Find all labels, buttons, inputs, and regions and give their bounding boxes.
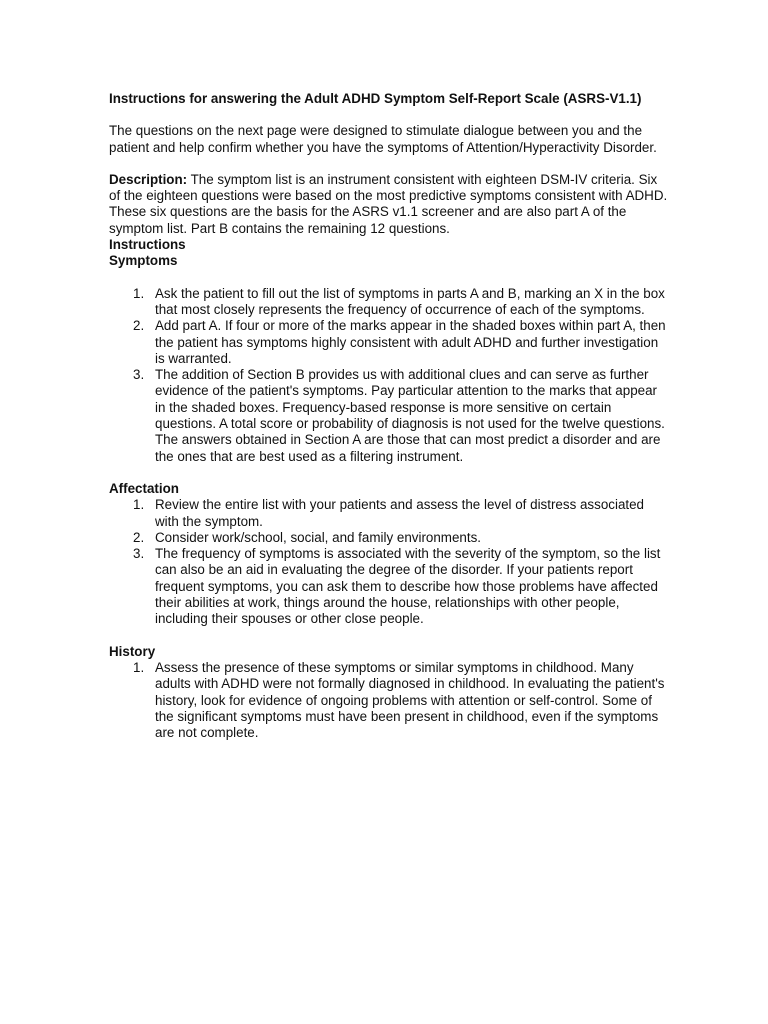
list-item (109, 660, 669, 741)
symptoms-heading: Symptoms (109, 253, 178, 269)
list-item (109, 497, 669, 530)
history-heading: History (109, 643, 156, 659)
description-paragraph (109, 172, 669, 237)
list-item (109, 530, 669, 546)
list-text: The addition of Section B provides us with additional clues and can serve as further evidence of the patient's symptoms. Pay particular attention to the marks that appear in the shaded boxes. Frequency-based response is more sensitive on certain questions. A total score or probability of diagnosis is not used for the twelve questions. The answers obtained in Section A are those that can most predict a disorder and are the ones that are best used as a filtering instrument. (155, 367, 665, 464)
list-item (109, 318, 669, 367)
list-number: 3. (133, 367, 145, 383)
list-item (109, 367, 669, 465)
document-content (109, 91, 669, 741)
list-number: 1. (133, 497, 145, 513)
list-item (109, 546, 669, 627)
list-number: 3. (133, 546, 145, 562)
list-text: The frequency of symptoms is associated with the severity of the symptom, so the list can also be an aid in evaluating the degree of the disorder. If your patients report frequent symptoms, you can ask them to describe how those problems have affected their abilities at work, things around the house, relationships with other people, including their spouses or other close people. (155, 546, 661, 627)
list-text: Assess the presence of these symptoms or similar symptoms in childhood. Many adults with ADHD were not formally diagnosed in childhood. In evaluating the patient's history, look for evidence of ongoing problems with attention or self-control. Some of the significant symptoms must have been present in childhood, even if the symptoms are not complete. (155, 659, 665, 741)
list-text: Ask the patient to fill out the list of symptoms in parts A and B, marking an X in the box that most closely represents the frequency of occurrence of each of the symptoms. (155, 285, 665, 317)
affectation-list (109, 497, 669, 627)
affectation-heading: Affectation (109, 480, 179, 496)
description-label: Description: (109, 171, 188, 187)
history-list (109, 660, 669, 741)
document-title: Instructions for answering the Adult ADHD Symptom Self-Report Scale (ASRS-V1.1) (109, 91, 642, 106)
list-text: Review the entire list with your patients and assess the level of distress associated with the symptom. (155, 497, 645, 529)
list-number: 1. (133, 659, 145, 675)
list-item (109, 286, 669, 319)
list-text: Consider work/school, social, and family environments. (155, 529, 481, 545)
list-number: 2. (133, 529, 145, 545)
intro-paragraph: The questions on the next page were designed to stimulate dialogue between you and the patient and help confirm whether you have the symptoms of Attention/Hyperactivity Disorder. (109, 123, 657, 155)
instructions-heading: Instructions (109, 237, 186, 253)
list-number: 2. (133, 318, 145, 334)
list-number: 1. (133, 285, 145, 301)
description-text: The symptom list is an instrument consistent with eighteen DSM-IV criteria. Six of the eighteen questions were based on the most predictive symptoms consistent with ADHD. These six questions are the basis for the ASRS v1.1 screener and are also part A of the symptom list. Part B contains the remaining 12 questions. (109, 171, 668, 236)
symptoms-list (109, 286, 669, 465)
list-text: Add part A. If four or more of the marks appear in the shaded boxes within part A, then the patient has symptoms highly consistent with adult ADHD and further investigation is warranted. (155, 318, 666, 366)
